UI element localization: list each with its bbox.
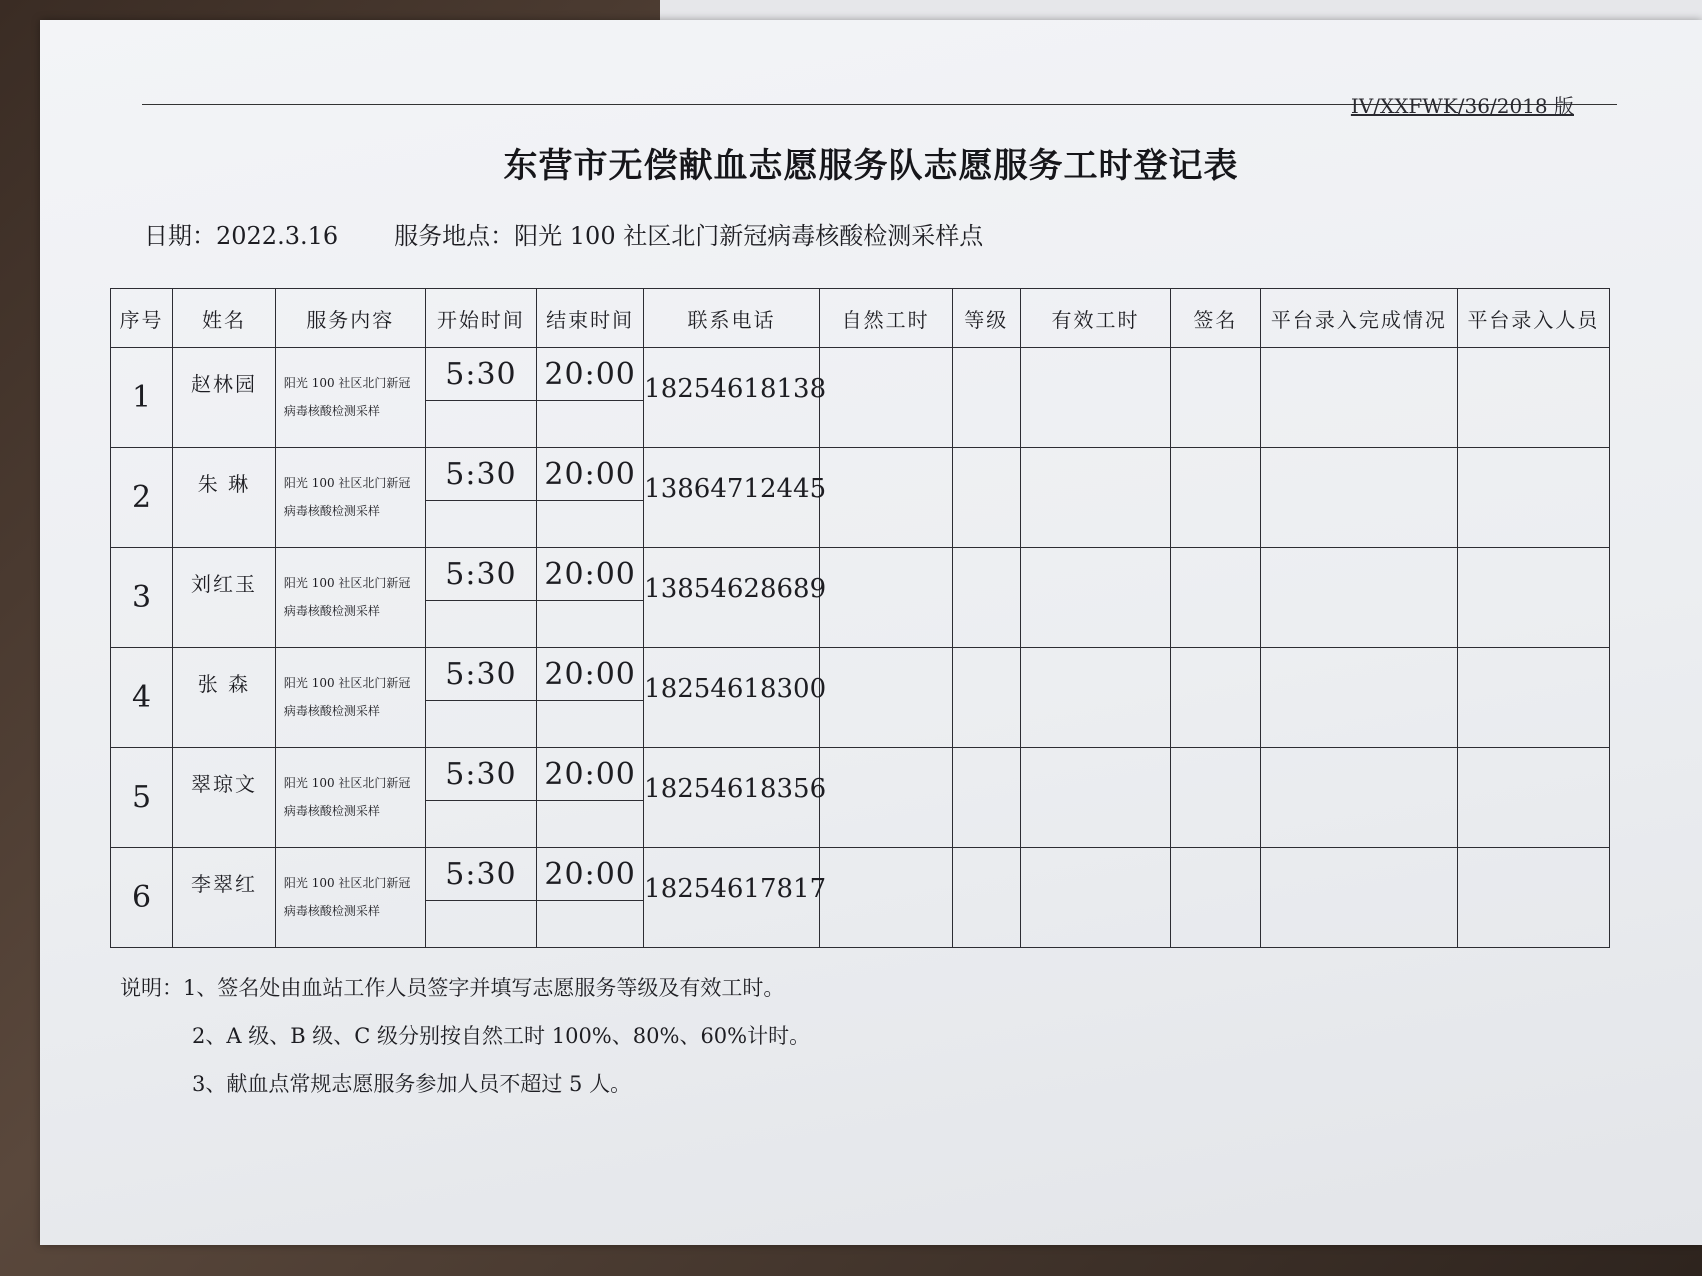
form-meta bbox=[144, 216, 983, 251]
service-content bbox=[275, 648, 425, 748]
row-number: 2 bbox=[111, 448, 173, 548]
platform-operator-cell[interactable] bbox=[1457, 748, 1609, 848]
volunteer-name: 刘红玉 bbox=[173, 548, 276, 648]
platform-status-cell[interactable] bbox=[1260, 648, 1457, 748]
table-row bbox=[111, 348, 1610, 401]
col-header-effective-hours: 有效工时 bbox=[1021, 289, 1171, 348]
content-line-1: 阳光 100 社区北门新冠 bbox=[283, 375, 411, 390]
platform-status-cell[interactable] bbox=[1260, 348, 1457, 448]
natural-hours-cell[interactable] bbox=[819, 348, 952, 448]
effective-hours-cell[interactable] bbox=[1021, 648, 1171, 748]
signature-cell[interactable] bbox=[1170, 848, 1260, 948]
row-number: 4 bbox=[111, 648, 173, 748]
volunteer-name: 张 森 bbox=[173, 648, 276, 748]
col-header-grade: 等级 bbox=[952, 289, 1021, 348]
platform-status-cell[interactable] bbox=[1260, 748, 1457, 848]
end-time: 20:00 bbox=[537, 448, 644, 501]
signature-cell[interactable] bbox=[1170, 548, 1260, 648]
grade-cell[interactable] bbox=[952, 648, 1021, 748]
content-line-1: 阳光 100 社区北门新冠 bbox=[283, 575, 411, 590]
end-time: 20:00 bbox=[537, 748, 644, 801]
start-time-blank[interactable] bbox=[425, 401, 536, 448]
platform-status-cell[interactable] bbox=[1260, 848, 1457, 948]
effective-hours-cell[interactable] bbox=[1021, 348, 1171, 448]
content-line-1: 阳光 100 社区北门新冠 bbox=[283, 875, 411, 890]
platform-operator-cell[interactable] bbox=[1457, 548, 1609, 648]
volunteer-name: 赵林园 bbox=[173, 348, 276, 448]
end-time-blank[interactable] bbox=[537, 401, 644, 448]
platform-operator-cell[interactable] bbox=[1457, 448, 1609, 548]
table-row bbox=[111, 648, 1610, 701]
form-notes bbox=[120, 972, 810, 1116]
form-code: IV/XXFWK/36/2018 版 bbox=[1350, 94, 1574, 118]
service-content bbox=[275, 548, 425, 648]
platform-operator-cell[interactable] bbox=[1457, 348, 1609, 448]
registration-form-paper bbox=[40, 20, 1702, 1245]
effective-hours-cell[interactable] bbox=[1021, 848, 1171, 948]
end-time: 20:00 bbox=[537, 548, 644, 601]
natural-hours-cell[interactable] bbox=[819, 848, 952, 948]
platform-status-cell[interactable] bbox=[1260, 548, 1457, 648]
signature-cell[interactable] bbox=[1170, 348, 1260, 448]
natural-hours-cell[interactable] bbox=[819, 748, 952, 848]
natural-hours-cell[interactable] bbox=[819, 648, 952, 748]
effective-hours-cell[interactable] bbox=[1021, 548, 1171, 648]
platform-status-cell[interactable] bbox=[1260, 448, 1457, 548]
content-line-2: 病毒核酸检测采样 bbox=[283, 803, 380, 818]
row-number: 6 bbox=[111, 848, 173, 948]
note-1: 说明：1、签名处由血站工作人员签字并填写志愿服务等级及有效工时。 bbox=[120, 976, 785, 1000]
end-time: 20:00 bbox=[537, 348, 644, 401]
table-row bbox=[111, 748, 1610, 801]
effective-hours-cell[interactable] bbox=[1021, 748, 1171, 848]
start-time-blank[interactable] bbox=[425, 701, 536, 748]
platform-operator-cell[interactable] bbox=[1457, 648, 1609, 748]
work-hours-table bbox=[110, 288, 1610, 948]
start-time-blank[interactable] bbox=[425, 501, 536, 548]
table-row bbox=[111, 448, 1610, 501]
signature-cell[interactable] bbox=[1170, 748, 1260, 848]
start-time: 5:30 bbox=[425, 448, 536, 501]
volunteer-name: 李翠红 bbox=[173, 848, 276, 948]
row-number: 1 bbox=[111, 348, 173, 448]
end-time-blank[interactable] bbox=[537, 601, 644, 648]
start-time: 5:30 bbox=[425, 848, 536, 901]
natural-hours-cell[interactable] bbox=[819, 448, 952, 548]
col-header-name: 姓名 bbox=[173, 289, 276, 348]
col-header-content: 服务内容 bbox=[275, 289, 425, 348]
content-line-1: 阳光 100 社区北门新冠 bbox=[283, 475, 411, 490]
col-header-phone: 联系电话 bbox=[644, 289, 820, 348]
table-header-row bbox=[111, 289, 1610, 348]
phone-number: 18254618138 bbox=[644, 348, 820, 448]
col-header-platform-operator: 平台录入人员 bbox=[1457, 289, 1609, 348]
platform-operator-cell[interactable] bbox=[1457, 848, 1609, 948]
col-header-natural-hours: 自然工时 bbox=[819, 289, 952, 348]
signature-cell[interactable] bbox=[1170, 648, 1260, 748]
row-number: 5 bbox=[111, 748, 173, 848]
table-row bbox=[111, 848, 1610, 901]
end-time-blank[interactable] bbox=[537, 801, 644, 848]
col-header-no: 序号 bbox=[111, 289, 173, 348]
natural-hours-cell[interactable] bbox=[819, 548, 952, 648]
phone-number: 18254617817 bbox=[644, 848, 820, 948]
start-time: 5:30 bbox=[425, 648, 536, 701]
grade-cell[interactable] bbox=[952, 348, 1021, 448]
content-line-2: 病毒核酸检测采样 bbox=[283, 403, 380, 418]
service-location: 服务地点：阳光 100 社区北门新冠病毒核酸检测采样点 bbox=[394, 222, 984, 250]
grade-cell[interactable] bbox=[952, 548, 1021, 648]
note-2: 2、A 级、B 级、C 级分别按自然工时 100%、80%、60%计时。 bbox=[192, 1024, 811, 1048]
volunteer-name: 朱 琳 bbox=[173, 448, 276, 548]
grade-cell[interactable] bbox=[952, 748, 1021, 848]
form-title: 东营市无偿献血志愿服务队志愿服务工时登记表 bbox=[503, 146, 1239, 186]
volunteer-name: 翠琼文 bbox=[173, 748, 276, 848]
col-header-start: 开始时间 bbox=[425, 289, 536, 348]
start-time-blank[interactable] bbox=[425, 801, 536, 848]
note-3: 3、献血点常规志愿服务参加人员不超过 5 人。 bbox=[192, 1072, 632, 1096]
start-time-blank[interactable] bbox=[425, 901, 536, 948]
start-time: 5:30 bbox=[425, 348, 536, 401]
start-time-blank[interactable] bbox=[425, 601, 536, 648]
col-header-signature: 签名 bbox=[1170, 289, 1260, 348]
table-row bbox=[111, 548, 1610, 601]
grade-cell[interactable] bbox=[952, 448, 1021, 548]
content-line-2: 病毒核酸检测采样 bbox=[283, 603, 380, 618]
end-time-blank[interactable] bbox=[537, 501, 644, 548]
phone-number: 18254618300 bbox=[644, 648, 820, 748]
service-content bbox=[275, 448, 425, 548]
content-line-2: 病毒核酸检测采样 bbox=[283, 503, 380, 518]
service-content bbox=[275, 748, 425, 848]
content-line-1: 阳光 100 社区北门新冠 bbox=[283, 775, 411, 790]
content-line-2: 病毒核酸检测采样 bbox=[283, 703, 380, 718]
service-content bbox=[275, 348, 425, 448]
col-header-platform-status: 平台录入完成情况 bbox=[1260, 289, 1457, 348]
end-time-blank[interactable] bbox=[537, 701, 644, 748]
row-number: 3 bbox=[111, 548, 173, 648]
service-date: 日期：2022.3.16 bbox=[144, 222, 339, 250]
end-time: 20:00 bbox=[537, 848, 644, 901]
service-content bbox=[275, 848, 425, 948]
col-header-end: 结束时间 bbox=[537, 289, 644, 348]
content-line-1: 阳光 100 社区北门新冠 bbox=[283, 675, 411, 690]
start-time: 5:30 bbox=[425, 548, 536, 601]
start-time: 5:30 bbox=[425, 748, 536, 801]
end-time-blank[interactable] bbox=[537, 901, 644, 948]
phone-number: 18254618356 bbox=[644, 748, 820, 848]
signature-cell[interactable] bbox=[1170, 448, 1260, 548]
phone-number: 13864712445 bbox=[644, 448, 820, 548]
phone-number: 13854628689 bbox=[644, 548, 820, 648]
grade-cell[interactable] bbox=[952, 848, 1021, 948]
effective-hours-cell[interactable] bbox=[1021, 448, 1171, 548]
content-line-2: 病毒核酸检测采样 bbox=[283, 903, 380, 918]
end-time: 20:00 bbox=[537, 648, 644, 701]
